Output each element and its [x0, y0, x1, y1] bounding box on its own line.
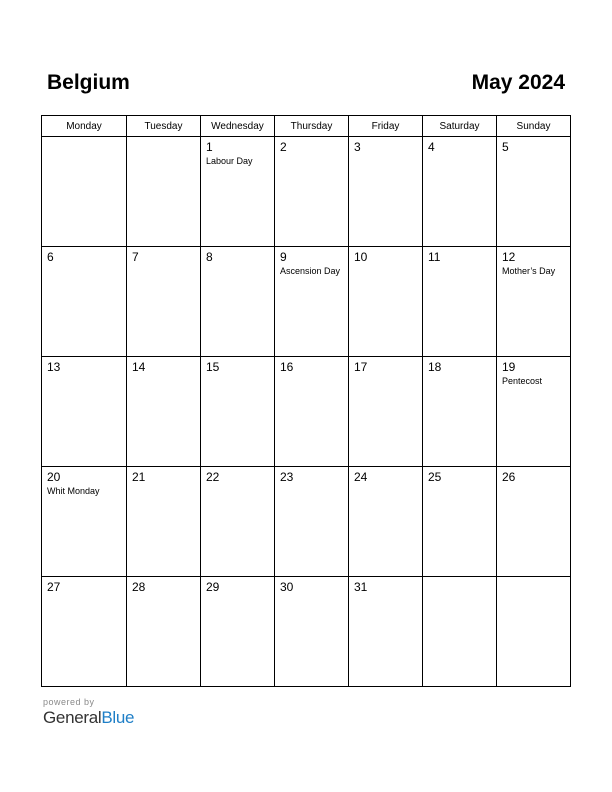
- day-number: 9: [280, 250, 287, 264]
- day-cell: [127, 247, 201, 357]
- day-number: 1: [206, 140, 213, 154]
- day-number: 18: [428, 360, 442, 374]
- day-number: 11: [428, 250, 441, 264]
- day-cell: [423, 137, 497, 247]
- holiday-label: Whit Monday: [47, 486, 100, 496]
- day-cell: [497, 137, 571, 247]
- holiday-label: Pentecost: [502, 376, 543, 386]
- day-cell: [349, 247, 423, 357]
- day-cell: [275, 467, 349, 577]
- day-cell: [201, 467, 275, 577]
- day-number: 16: [280, 360, 294, 374]
- weekday-header-row: [42, 116, 571, 137]
- week-row: [42, 247, 571, 357]
- day-number: 4: [428, 140, 435, 154]
- day-number: 21: [132, 470, 146, 484]
- day-cell: [349, 357, 423, 467]
- day-cell: [127, 467, 201, 577]
- day-number: 14: [132, 360, 146, 374]
- day-cell: [127, 137, 201, 247]
- footer-branding: [43, 697, 134, 728]
- day-number: 15: [206, 360, 220, 374]
- day-number: 20: [47, 470, 61, 484]
- weekday-friday: Friday: [349, 116, 423, 137]
- day-cell: [201, 247, 275, 357]
- brand-name-part2: Blue: [101, 708, 135, 727]
- day-number: 26: [502, 470, 516, 484]
- day-cell: [497, 577, 571, 687]
- week-row: [42, 137, 571, 247]
- holiday-label: Mother’s Day: [502, 266, 556, 276]
- day-cell: [201, 357, 275, 467]
- day-number: 6: [47, 250, 54, 264]
- day-number: 3: [354, 140, 361, 154]
- day-number: 29: [206, 580, 220, 594]
- generalblue-logo[interactable]: [43, 708, 134, 728]
- brand-name-part1: General: [43, 708, 102, 727]
- calendar-grid: [41, 115, 571, 687]
- month-year-title: May 2024: [471, 71, 565, 94]
- day-number: 22: [206, 470, 220, 484]
- week-row: [42, 467, 571, 577]
- day-cell: [275, 577, 349, 687]
- day-cell: [423, 247, 497, 357]
- day-cell: [349, 467, 423, 577]
- weekday-sunday: Sunday: [497, 116, 571, 137]
- weekday-thursday: Thursday: [275, 116, 349, 137]
- day-cell: [497, 467, 571, 577]
- day-cell: [201, 137, 275, 247]
- day-cell: [497, 247, 571, 357]
- day-cell: [42, 357, 127, 467]
- day-number: 17: [354, 360, 368, 374]
- week-row: [42, 357, 571, 467]
- day-cell: [275, 357, 349, 467]
- holiday-label: Labour Day: [206, 156, 253, 166]
- day-number: 30: [280, 580, 294, 594]
- day-cell: [349, 577, 423, 687]
- day-cell: [423, 467, 497, 577]
- day-number: 27: [47, 580, 61, 594]
- weekday-saturday: Saturday: [423, 116, 497, 137]
- day-cell: [127, 577, 201, 687]
- day-cell: [42, 137, 127, 247]
- day-number: 2: [280, 140, 287, 154]
- week-row: [42, 577, 571, 687]
- day-number: 25: [428, 470, 442, 484]
- day-number: 12: [502, 250, 516, 264]
- day-number: 7: [132, 250, 139, 264]
- day-cell: [497, 357, 571, 467]
- day-number: 8: [206, 250, 213, 264]
- day-number: 31: [354, 580, 368, 594]
- day-cell: [42, 247, 127, 357]
- weekday-monday: Monday: [42, 116, 127, 137]
- day-number: 5: [502, 140, 509, 154]
- powered-by-text: powered by: [43, 697, 95, 707]
- day-number: 13: [47, 360, 61, 374]
- day-cell: [423, 577, 497, 687]
- day-cell: [42, 577, 127, 687]
- day-number: 24: [354, 470, 368, 484]
- day-number: 28: [132, 580, 146, 594]
- day-cell: [275, 247, 349, 357]
- day-cell: [201, 577, 275, 687]
- day-number: 19: [502, 360, 516, 374]
- day-number: 10: [354, 250, 368, 264]
- weekday-tuesday: Tuesday: [127, 116, 201, 137]
- weekday-wednesday: Wednesday: [201, 116, 275, 137]
- holiday-label: Ascension Day: [280, 266, 341, 276]
- day-cell: [423, 357, 497, 467]
- day-cell: [275, 137, 349, 247]
- day-number: 23: [280, 470, 294, 484]
- day-cell: [127, 357, 201, 467]
- country-title: Belgium: [47, 71, 130, 94]
- day-cell: [349, 137, 423, 247]
- day-cell: [42, 467, 127, 577]
